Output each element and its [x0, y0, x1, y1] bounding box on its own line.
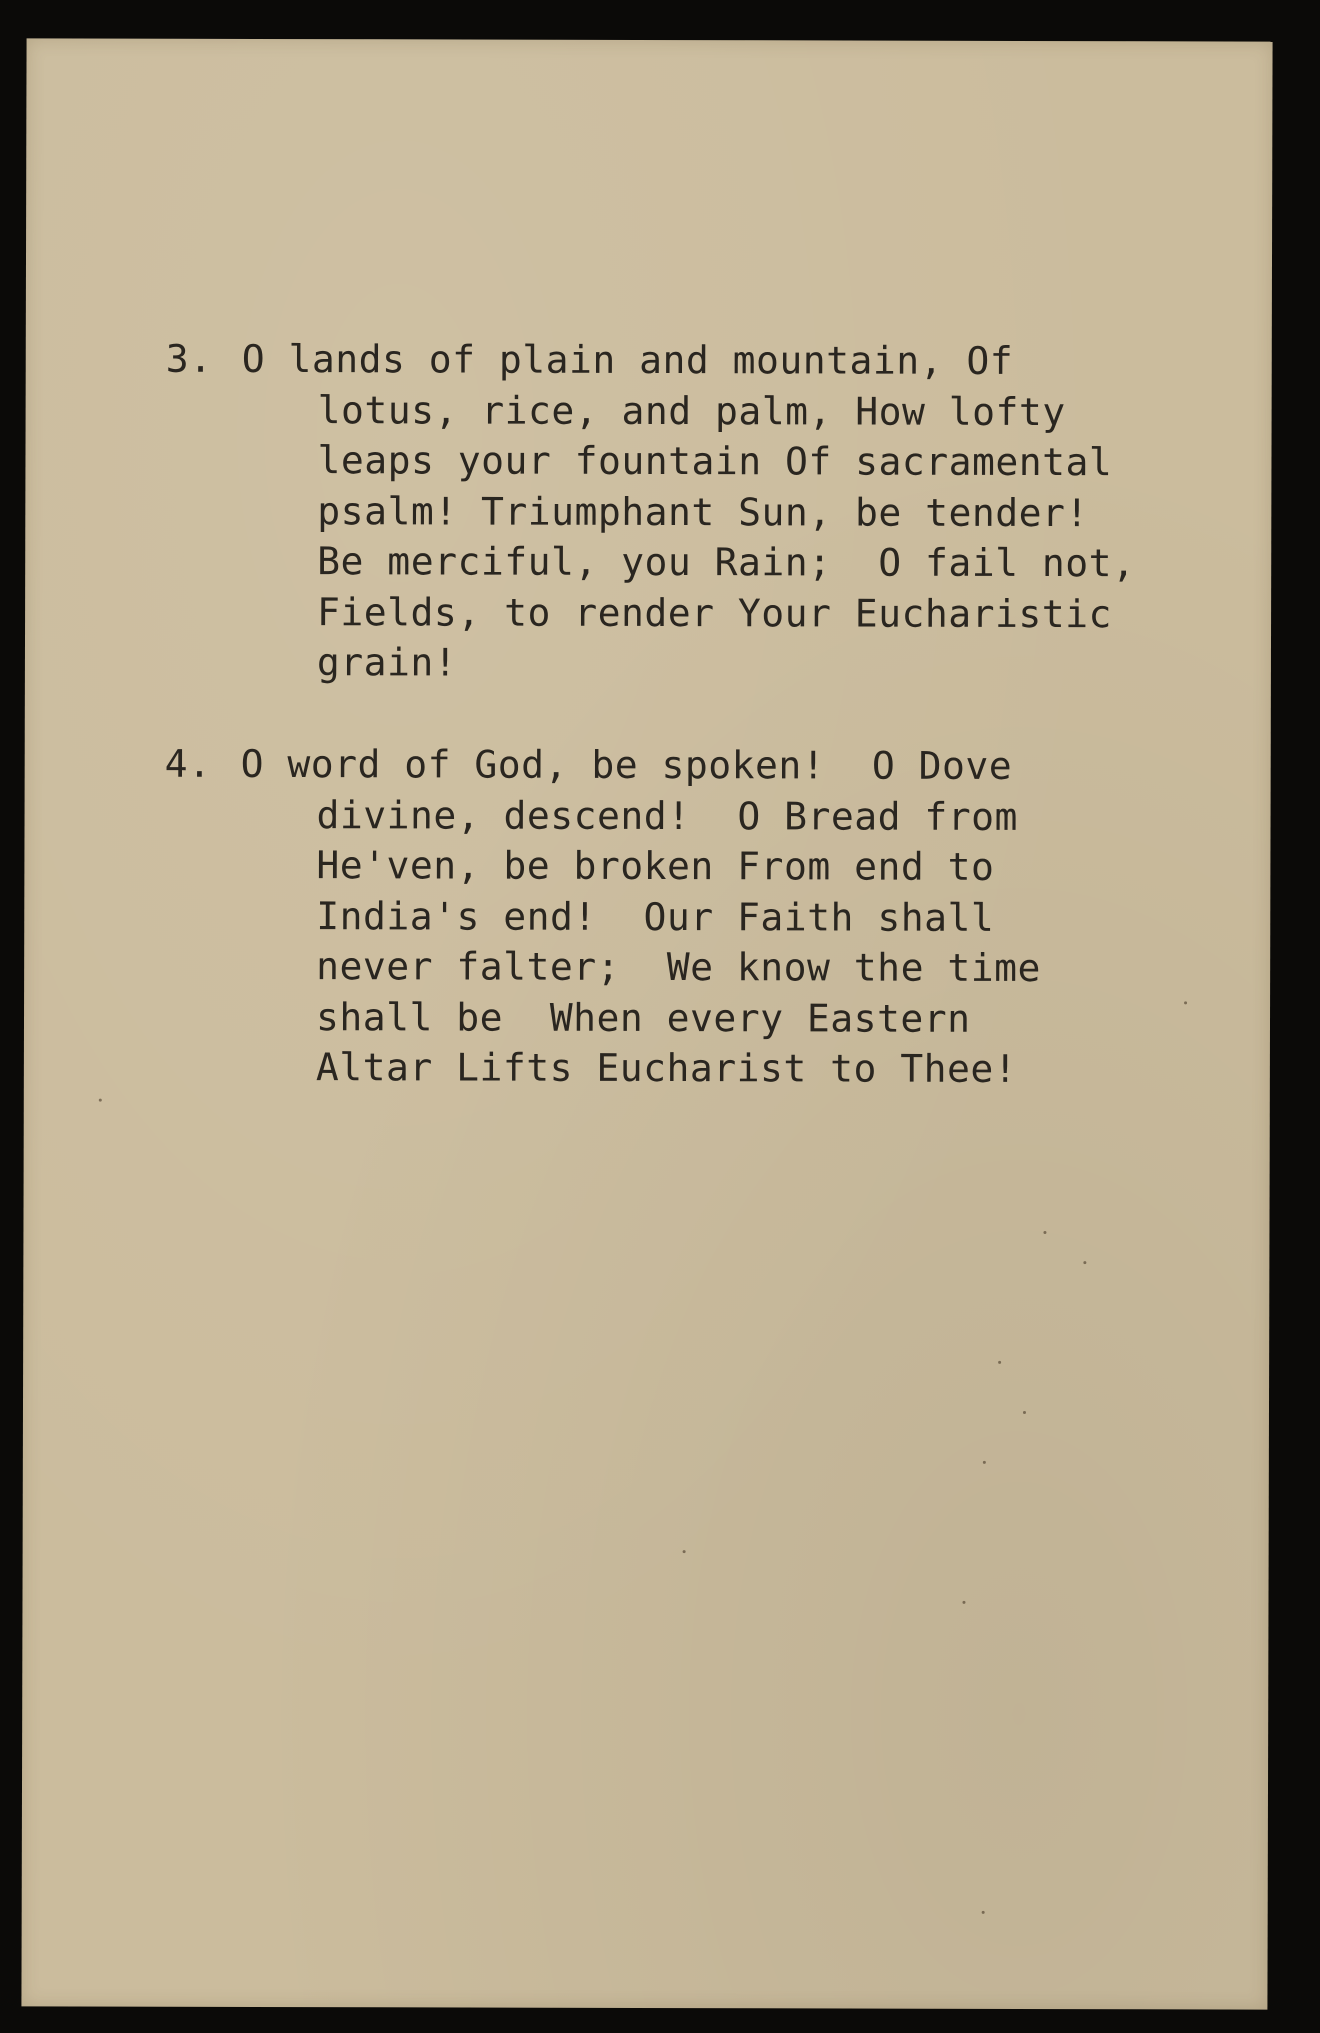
verse-text: shall be When every Eastern [315, 994, 971, 1041]
verse-line [165, 637, 1135, 690]
verse-line [166, 384, 1136, 437]
verse-line [164, 789, 1041, 842]
paper-speck [99, 1099, 102, 1102]
verse-text: Be merciful, you Rain; O fail not, [317, 539, 1136, 586]
verse-line [165, 435, 1135, 488]
paper-speck [1023, 1411, 1026, 1414]
verse-line [165, 739, 1042, 792]
verse-text: psalm! Triumphant Sun, be tender! [317, 488, 1089, 535]
verse-text: grain! [316, 640, 458, 685]
verse-text: divine, descend! O Bread from [316, 792, 1018, 839]
paper-speck [1083, 1261, 1086, 1264]
verse-line [164, 890, 1041, 943]
verse-text: He'ven, be broken From end to [316, 843, 995, 889]
paper-speck [1043, 1231, 1046, 1234]
verse-3 [165, 334, 1136, 690]
paper-speck [982, 1911, 985, 1914]
verse-number: 3. [165, 336, 213, 381]
verse-text: lotus, rice, and palm, How lofty [317, 387, 1066, 434]
verse-text: O lands of plain and mountain, Of [241, 336, 1014, 383]
verse-line [165, 485, 1135, 538]
verse-line [164, 1042, 1041, 1095]
verse-text: Fields, to render Your Eucharistic [317, 589, 1112, 636]
paper-speck [1184, 1001, 1187, 1004]
verse-line [165, 536, 1135, 589]
verse-text: never falter; We know the time [316, 944, 1041, 991]
verse-text: O word of God, be spoken! O Dove [240, 741, 1013, 788]
verse-line [164, 840, 1041, 893]
paper-speck [962, 1601, 965, 1604]
paper-speck [683, 1550, 686, 1553]
verse-number: 4. [164, 741, 212, 786]
paper-speck [983, 1461, 986, 1464]
verse-line [166, 334, 1136, 387]
verse-text: Altar Lifts Eucharist to Thee! [315, 1045, 1018, 1091]
verse-text: leaps your fountain Of sacramental [317, 438, 1113, 485]
verse-line [165, 586, 1135, 639]
verse-4 [164, 739, 1042, 1095]
verse-line [164, 941, 1041, 994]
paper-speck [998, 1361, 1001, 1364]
typewritten-page [21, 38, 1272, 2009]
verse-line [164, 991, 1041, 1044]
verse-text: India's end! Our Faith shall [316, 893, 995, 940]
